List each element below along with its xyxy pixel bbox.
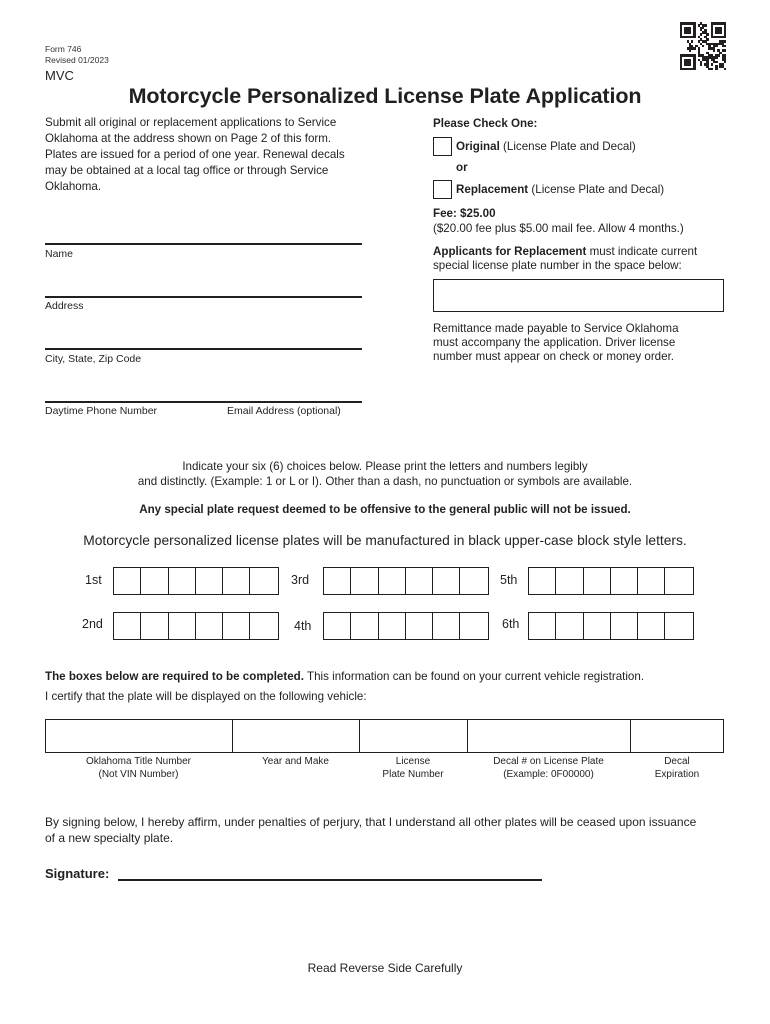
qr-module (689, 31, 691, 34)
char-box[interactable] (223, 613, 250, 639)
choice-3-boxes[interactable] (323, 567, 489, 595)
intro-line: Plates are issued for a period of one year. Renewal decals (45, 148, 345, 161)
address-label: Address (45, 300, 84, 312)
char-box[interactable] (141, 568, 168, 594)
choice-1-label: 1st (85, 573, 102, 587)
remittance-line: Remittance made payable to Service Oklahoma (433, 322, 679, 335)
year-make-field[interactable] (233, 720, 360, 752)
qr-module (715, 61, 717, 64)
signature-label: Signature: (45, 866, 110, 881)
phone-email-field[interactable] (45, 401, 362, 403)
caption-line: Oklahoma Title Number (85, 756, 192, 767)
qr-module (693, 68, 695, 71)
original-option-label (456, 140, 636, 154)
agency-label: MVC (45, 68, 74, 83)
license-plate-caption (359, 755, 467, 781)
vehicle-info-table (45, 719, 724, 753)
qr-module (717, 54, 719, 57)
qr-module (719, 31, 721, 34)
choice-5-boxes[interactable] (528, 567, 694, 595)
qr-module (702, 45, 704, 48)
qr-module (691, 40, 693, 43)
char-box[interactable] (196, 613, 223, 639)
or-label: or (456, 161, 468, 174)
vehicle-required-rest: This information can be found on your current vehicle registration. (304, 670, 645, 683)
replacement-bold: Replacement (456, 183, 529, 196)
char-box[interactable] (638, 613, 665, 639)
qr-module (706, 38, 708, 41)
intro-text (45, 115, 385, 195)
char-box[interactable] (611, 613, 638, 639)
intro-line: may be obtained at a local tag office or through Service (45, 164, 329, 177)
qr-module (724, 61, 726, 64)
qr-code-icon (680, 22, 726, 70)
page-title: Motorcycle Personalized License Plate Application (128, 84, 642, 108)
name-label: Name (45, 248, 74, 260)
caption-line: (Not VIN Number) (98, 769, 179, 780)
char-box[interactable] (406, 568, 433, 594)
caption-line: Plate Number (382, 769, 444, 780)
check-heading: Please Check One: (433, 117, 538, 130)
caption-line: Expiration (654, 769, 700, 780)
char-box[interactable] (169, 613, 196, 639)
decal-number-field[interactable] (468, 720, 631, 752)
remittance-line: number must appear on check or money order. (433, 350, 675, 363)
qr-module (689, 49, 691, 52)
affirmation-line: of a new specialty plate. (45, 831, 174, 845)
char-box[interactable] (584, 613, 611, 639)
form-number: Form 746 (45, 44, 82, 54)
replacement-note (433, 245, 697, 259)
char-box[interactable] (196, 568, 223, 594)
char-box[interactable] (556, 568, 583, 594)
phone-label: Daytime Phone Number (45, 405, 158, 417)
caption-line: Decal (664, 756, 690, 767)
caption-line: Year and Make (262, 756, 329, 767)
replacement-checkbox[interactable] (433, 180, 452, 199)
choices-instruction-line2: and distinctly. (Example: 1 or L or I). Other than a dash, no punctuation or symbols are available. (137, 475, 633, 488)
char-box[interactable] (114, 613, 141, 639)
char-box[interactable] (665, 568, 692, 594)
qr-module (715, 56, 717, 59)
choice-2-boxes[interactable] (113, 612, 279, 640)
qr-module (724, 68, 726, 71)
replacement-note-line2: special license plate number in the space below: (433, 259, 682, 272)
qr-module (724, 45, 726, 48)
vehicle-required-note (45, 670, 644, 684)
char-box[interactable] (379, 613, 406, 639)
qr-module (711, 68, 713, 71)
char-box[interactable] (351, 613, 378, 639)
qr-module (700, 33, 702, 36)
char-box[interactable] (114, 568, 141, 594)
year-make-caption (232, 755, 359, 768)
char-box[interactable] (584, 568, 611, 594)
affirmation-line: By signing below, I hereby affirm, under penalties of perjury, that I understand all other plates will be ceased upon issuance (45, 815, 697, 829)
license-plate-field[interactable] (360, 720, 468, 752)
current-plate-number-field[interactable] (433, 279, 724, 312)
replacement-rest: (License Plate and Decal) (528, 183, 665, 196)
manufacture-note: Motorcycle personalized license plates will be manufactured in black upper-case block style letters. (83, 533, 687, 548)
caption-line: License (395, 756, 431, 767)
choice-4-boxes[interactable] (323, 612, 489, 640)
choice-1-boxes[interactable] (113, 567, 279, 595)
vehicle-required-bold: The boxes below are required to be completed. (45, 670, 304, 683)
qr-module (724, 49, 726, 52)
qr-module (706, 33, 708, 36)
char-box[interactable] (460, 613, 487, 639)
footer-note: Read Reverse Side Carefully (307, 961, 463, 975)
char-box[interactable] (141, 613, 168, 639)
qr-module (693, 47, 695, 50)
char-box[interactable] (433, 613, 460, 639)
qr-module (704, 24, 706, 27)
char-box[interactable] (324, 568, 351, 594)
qr-module (713, 49, 715, 52)
caption-line: Decal # on License Plate (493, 756, 604, 767)
qr-module (724, 40, 726, 43)
revised-date: Revised 01/2023 (45, 55, 109, 65)
char-box[interactable] (351, 568, 378, 594)
char-box[interactable] (529, 568, 556, 594)
char-box[interactable] (406, 613, 433, 639)
char-box[interactable] (250, 613, 277, 639)
email-label: Email Address (optional) (227, 405, 341, 417)
decal-expiration-field[interactable] (631, 720, 723, 752)
name-field[interactable] (45, 243, 362, 245)
qr-module (715, 45, 717, 48)
city-state-zip-label: City, State, Zip Code (45, 353, 142, 365)
char-box[interactable] (529, 613, 556, 639)
char-box[interactable] (379, 568, 406, 594)
qr-module (689, 63, 691, 66)
intro-line: Submit all original or replacement applications to Service (45, 116, 337, 129)
address-field[interactable] (45, 296, 362, 298)
intro-line: Oklahoma. (45, 180, 102, 193)
qr-module (693, 36, 695, 39)
replacement-note-bold: Applicants for Replacement (433, 245, 587, 258)
char-box[interactable] (324, 613, 351, 639)
original-checkbox[interactable] (433, 137, 452, 156)
title-number-field[interactable] (46, 720, 233, 752)
choice-2-label: 2nd (82, 617, 103, 631)
decal-number-caption (467, 755, 630, 781)
remittance-line: must accompany the application. Driver license (433, 336, 676, 349)
choice-6-label: 6th (502, 617, 520, 631)
char-box[interactable] (638, 568, 665, 594)
choice-4-label: 4th (294, 619, 312, 633)
remittance-note (433, 322, 679, 364)
title-number-caption (45, 755, 232, 781)
replacement-note-rest: must indicate current (586, 245, 698, 258)
signature-field[interactable] (118, 879, 542, 881)
choice-6-boxes[interactable] (528, 612, 694, 640)
char-box[interactable] (665, 613, 692, 639)
vehicle-certify: I certify that the plate will be displayed on the following vehicle: (45, 690, 367, 703)
char-box[interactable] (169, 568, 196, 594)
char-box[interactable] (223, 568, 250, 594)
caption-line: (Example: 0F00000) (503, 769, 594, 780)
fee-label: Fee: $25.00 (433, 207, 496, 220)
affirmation-text (45, 814, 696, 846)
qr-module (711, 63, 713, 66)
char-box[interactable] (433, 568, 460, 594)
qr-module (700, 63, 702, 66)
choice-5-label: 5th (500, 573, 518, 587)
choice-3-label: 3rd (291, 573, 310, 587)
city-state-zip-field[interactable] (45, 348, 362, 350)
original-rest: (License Plate and Decal) (499, 140, 636, 153)
choices-instruction-line1: Indicate your six (6) choices below. Please print the letters and numbers legibly (182, 460, 588, 473)
original-bold: Original (456, 140, 500, 153)
offensive-warning: Any special plate request deemed to be offensive to the general public will not be issued. (139, 503, 631, 516)
char-box[interactable] (611, 568, 638, 594)
qr-module (715, 68, 717, 71)
replacement-option-label (456, 183, 664, 197)
char-box[interactable] (250, 568, 277, 594)
intro-line: Oklahoma at the address shown on Page 2 of this form. (45, 132, 332, 145)
qr-module (724, 36, 726, 39)
char-box[interactable] (460, 568, 487, 594)
char-box[interactable] (556, 613, 583, 639)
decal-expiration-caption (630, 755, 724, 781)
fee-detail: ($20.00 fee plus $5.00 mail fee. Allow 4 months.) (433, 222, 684, 235)
